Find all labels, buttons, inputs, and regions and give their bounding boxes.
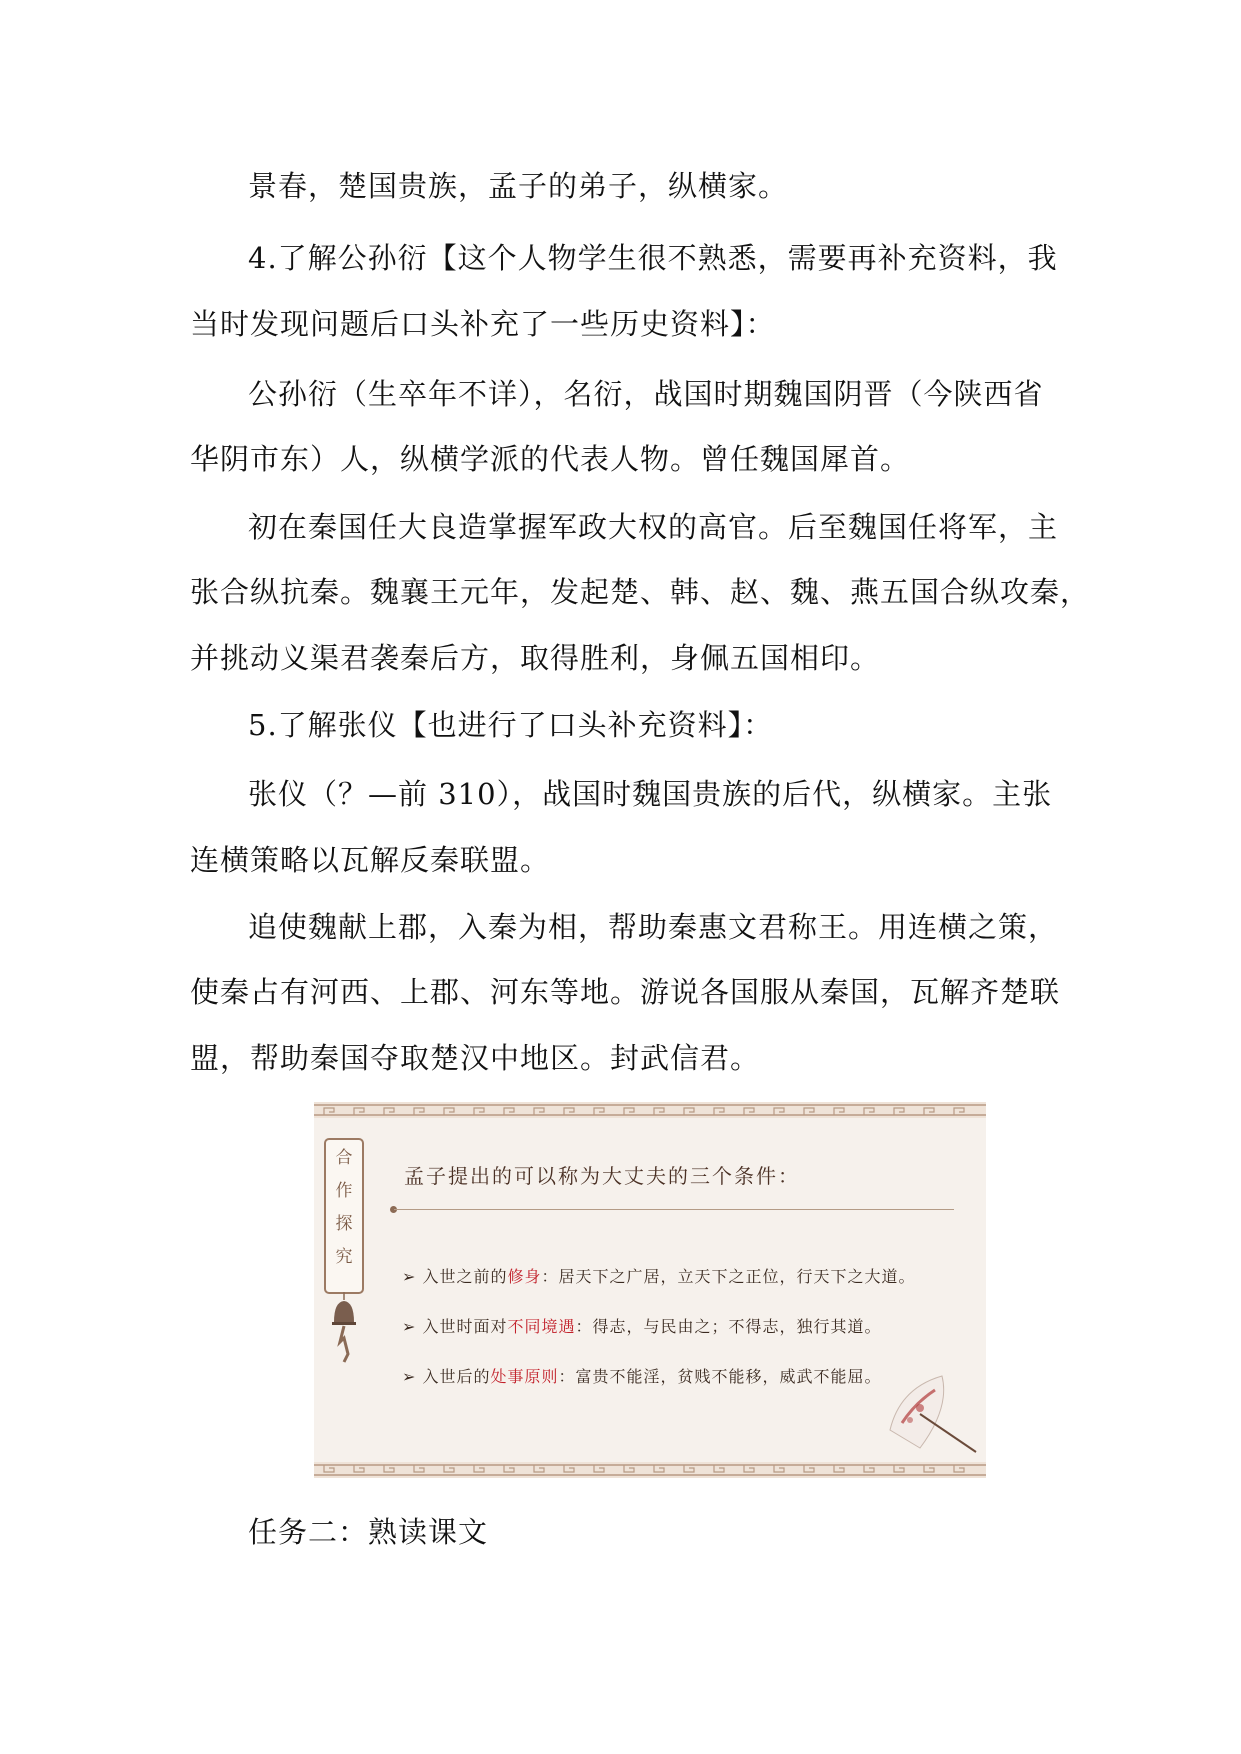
- scroll-char: 探: [335, 1214, 353, 1234]
- slide-image: [314, 1102, 986, 1478]
- slide-title: 孟子提出的可以称为大丈夫的三个条件：: [404, 1164, 800, 1188]
- paragraph-gongsun-yan-2-cont2: 并挑动义渠君袭秦后方，取得胜利，身佩五国相印。: [190, 641, 881, 675]
- scroll-char: 合: [335, 1148, 353, 1168]
- heading-task-two: 任务二：熟读课文: [248, 1515, 489, 1549]
- bullet-highlight: 处事原则: [490, 1367, 559, 1386]
- bullet-highlight: 不同境遇: [507, 1317, 576, 1336]
- bullet-prefix: ➢ 入世之前的: [402, 1267, 508, 1286]
- scroll-char: 究: [335, 1247, 353, 1267]
- heading-gongsun-yan: 4.了解公孙衍【这个人物学生很不熟悉，需要再补充资料，我: [248, 241, 1058, 275]
- bullet-suffix: ：得志，与民由之；不得志，独行其道。: [575, 1317, 882, 1336]
- paragraph-gongsun-yan-1-cont: 华阴市东）人，纵横学派的代表人物。曾任魏国犀首。: [190, 442, 911, 476]
- paragraph-gongsun-yan-2-cont1: 张合纵抗秦。魏襄王元年，发起楚、韩、赵、魏、燕五国合纵攻秦，: [190, 575, 1091, 609]
- paragraph-zhang-yi-1: 张仪（？—前 310），战国时魏国贵族的后代，纵横家。主张: [248, 777, 1053, 811]
- bullet-item: [402, 1314, 882, 1337]
- paragraph-gongsun-yan-1: 公孙衍（生卒年不详），名衍，战国时期魏国阴晋（今陕西省: [248, 377, 1044, 411]
- bullet-prefix: ➢ 入世时面对: [402, 1317, 508, 1336]
- title-divider: [394, 1209, 954, 1210]
- bullet-highlight: 修身: [507, 1267, 542, 1286]
- paragraph-gongsun-yan-2: 初在秦国任大良造掌握军政大权的高官。后至魏国任将军，主: [248, 510, 1059, 544]
- bullet-item: [402, 1364, 882, 1387]
- heading-zhang-yi: 5.了解张仪【也进行了口头补充资料】：: [248, 708, 774, 742]
- bullet-item: [402, 1264, 916, 1287]
- paragraph-jingchun: 景春，楚国贵族，孟子的弟子，纵横家。: [248, 169, 789, 203]
- bullet-prefix: ➢ 入世后的: [402, 1367, 491, 1386]
- heading-gongsun-yan-cont: 当时发现问题后口头补充了一些历史资料】：: [190, 307, 776, 341]
- fret-border-bottom: [314, 1462, 986, 1478]
- paragraph-zhang-yi-2-cont2: 盟，帮助秦国夺取楚汉中地区。封武信君。: [190, 1041, 761, 1075]
- scroll-char: 作: [335, 1181, 353, 1201]
- fret-border-top: [314, 1102, 986, 1118]
- paragraph-zhang-yi-2-cont1: 使秦占有河西、上郡、河东等地。游说各国服从秦国，瓦解齐楚联: [190, 975, 1061, 1009]
- paper-umbrella-icon: [880, 1368, 980, 1458]
- bullet-suffix: ：居天下之广居，立天下之正位，行天下之大道。: [541, 1267, 916, 1286]
- paragraph-zhang-yi-2: 追使魏献上郡，入秦为相，帮助秦惠文君称王。用连横之策，: [248, 910, 1059, 944]
- bullet-suffix: ：富贵不能淫，贫贱不能移，威武不能屈。: [558, 1367, 882, 1386]
- paragraph-zhang-yi-1-cont: 连横策略以瓦解反秦联盟。: [190, 843, 551, 877]
- bell-pendant-icon: [324, 1292, 364, 1364]
- cooperative-inquiry-scroll: [324, 1138, 364, 1294]
